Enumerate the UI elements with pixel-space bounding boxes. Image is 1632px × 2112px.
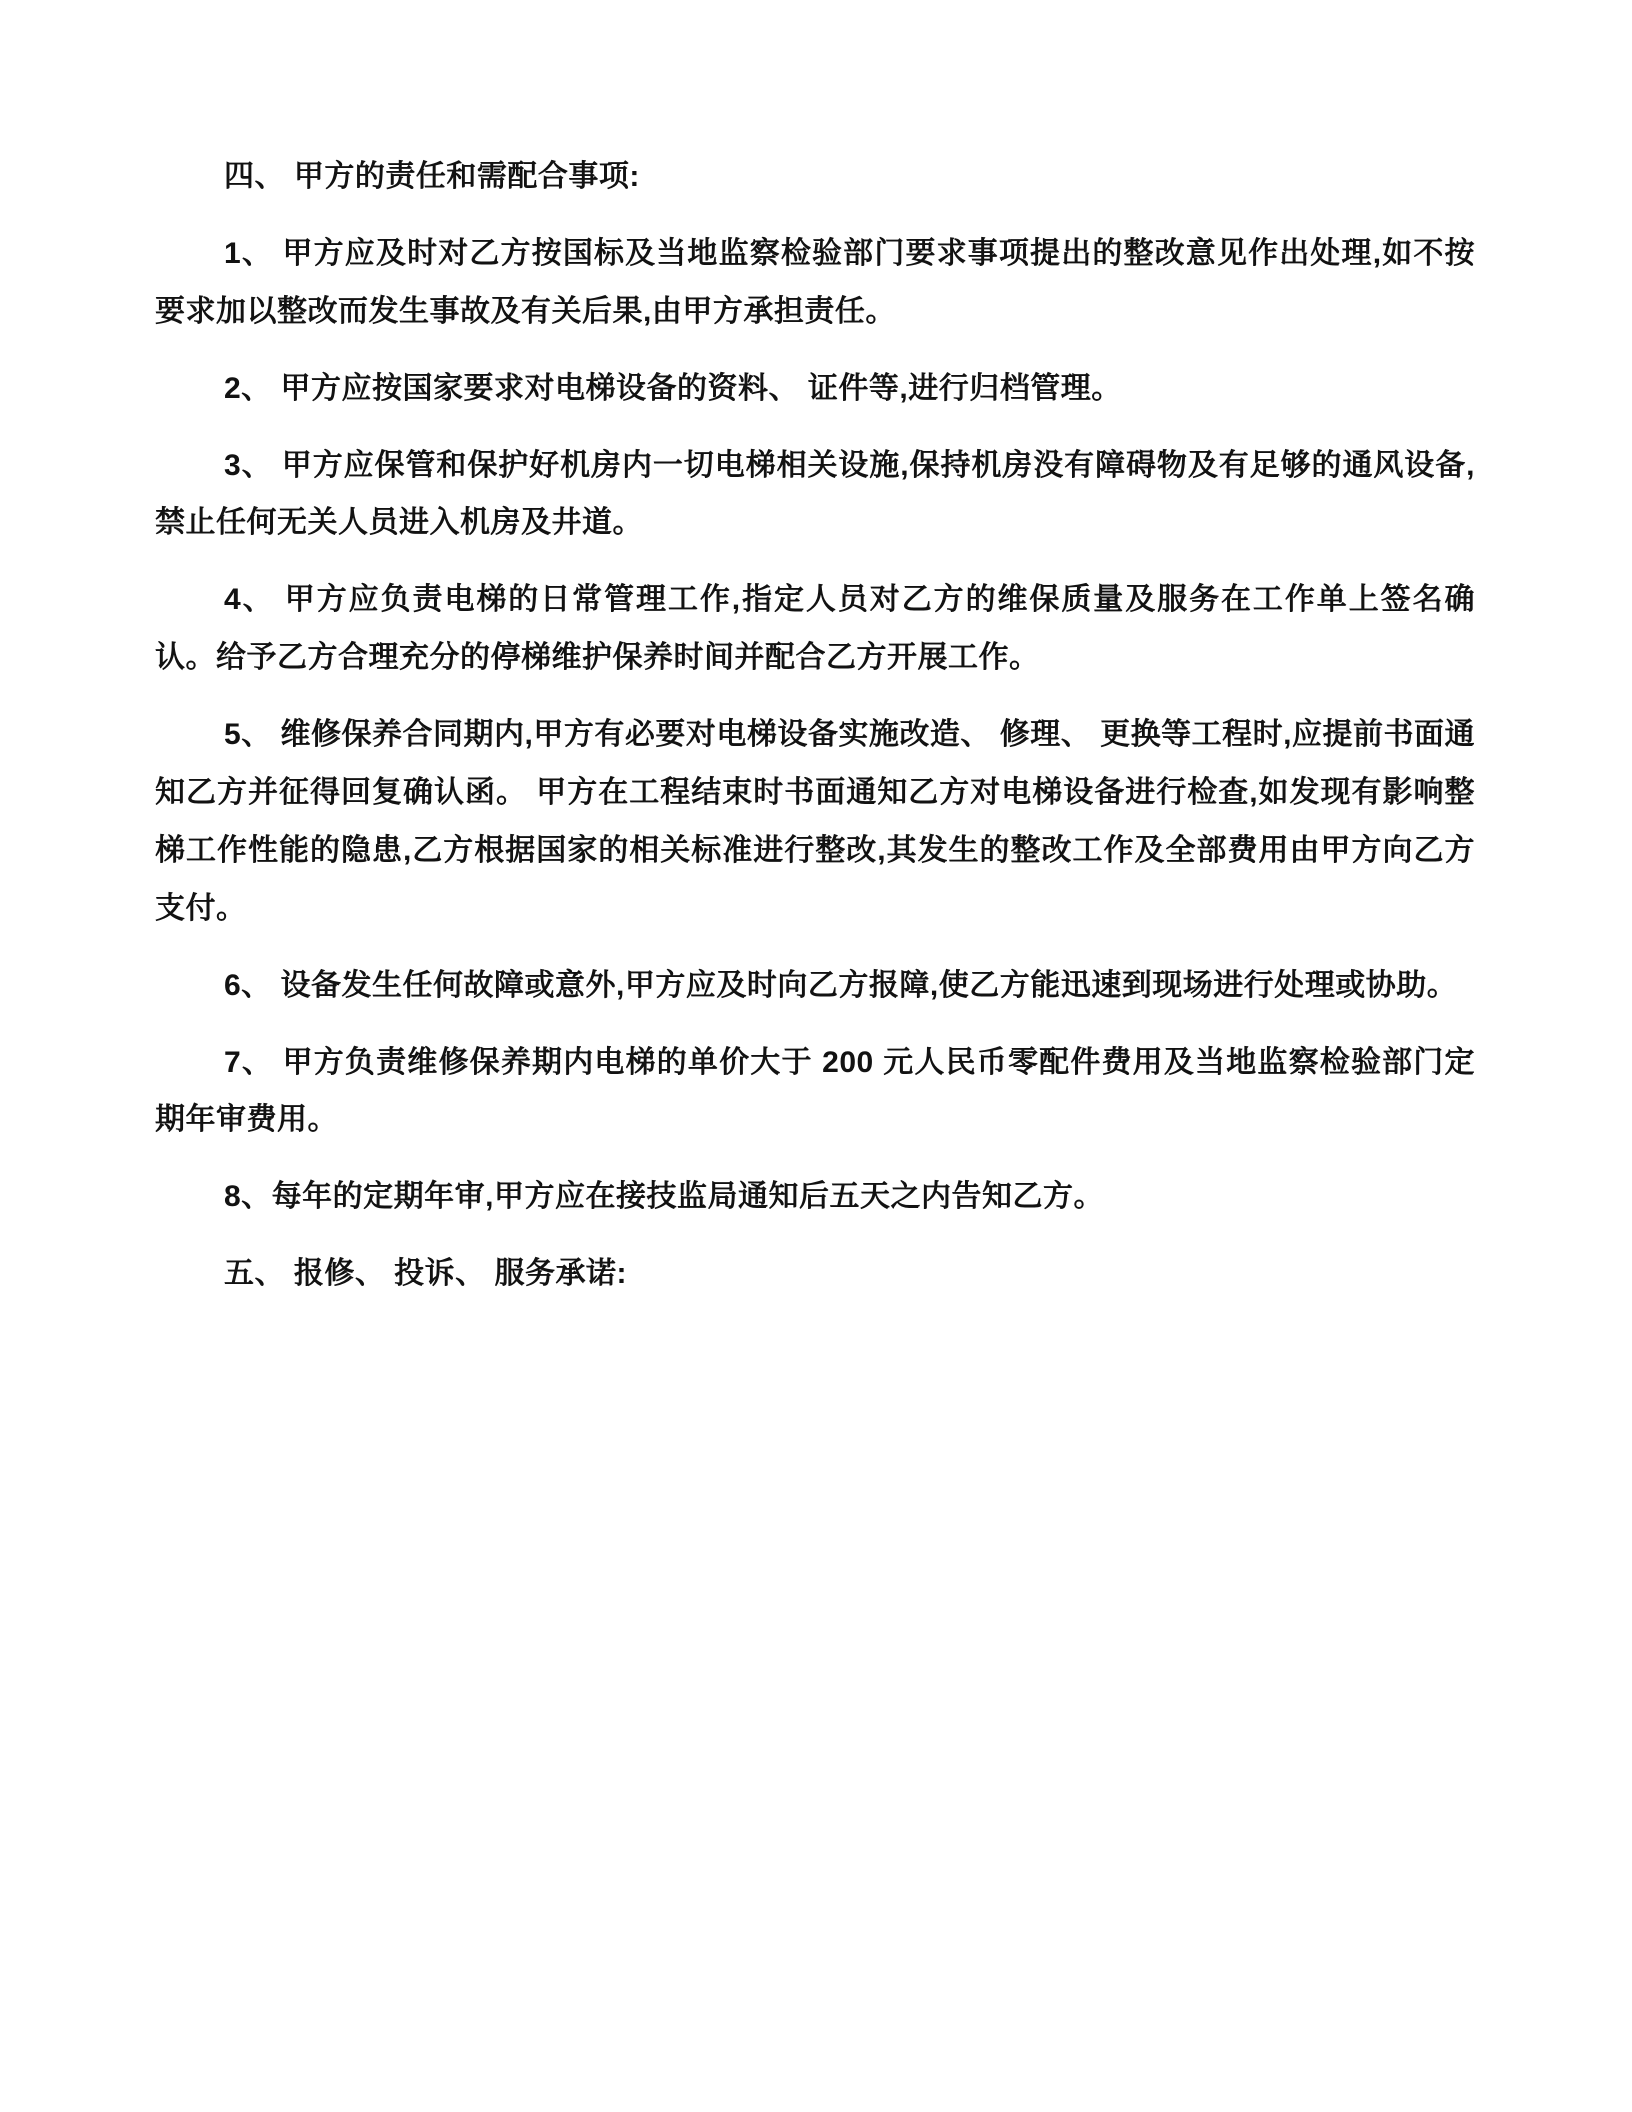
paragraph-item-7: 7、 甲方负责维修保养期内电梯的单价大于 200 元人民币零配件费用及当地监察检验部门定期年审费用。 bbox=[155, 1045, 1475, 1137]
paragraph-item-5: 5、 维修保养合同期内,甲方有必要对电梯设备实施改造、 修理、 更换等工程时,应提前书面通知乙方并征得回复确认函。 甲方在工程结束时书面通知乙方对电梯设备进行检查,如发现有影响整梯工作性能的隐患,乙方根据国家的相关标准进行整改,其发生的整改工作及全部费用由甲方向乙方支付。 bbox=[155, 718, 1475, 925]
paragraph-item-3: 3、 甲方应保管和保护好机房内一切电梯相关设施,保持机房没有障碍物及有足够的通风设备,禁止任何无关人员进入机房及井道。 bbox=[155, 448, 1475, 540]
paragraph-item-6: 6、 设备发生任何故障或意外,甲方应及时向乙方报障,使乙方能迅速到现场进行处理或协助。 bbox=[224, 968, 1458, 1002]
paragraph-item-2: 2、 甲方应按国家要求对电梯设备的资料、 证件等,进行归档管理。 bbox=[224, 371, 1122, 405]
paragraph-item-4: 4、 甲方应负责电梯的日常管理工作,指定人员对乙方的维保质量及服务在工作单上签名确认。给予乙方合理充分的停梯维护保养时间并配合乙方开展工作。 bbox=[155, 583, 1475, 675]
section-heading-5: 五、 报修、 投诉、 服务承诺: bbox=[224, 1257, 627, 1291]
paragraph-item-8: 8、每年的定期年审,甲方应在接技监局通知后五天之内告知乙方。 bbox=[224, 1180, 1105, 1214]
section-heading-4: 四、 甲方的责任和需配合事项: bbox=[224, 160, 640, 193]
paragraph-item-1: 1、 甲方应及时对乙方按国标及当地监察检验部门要求事项提出的整改意见作出处理,如不按要求加以整改而发生事故及有关后果,由甲方承担责任。 bbox=[155, 236, 1475, 328]
